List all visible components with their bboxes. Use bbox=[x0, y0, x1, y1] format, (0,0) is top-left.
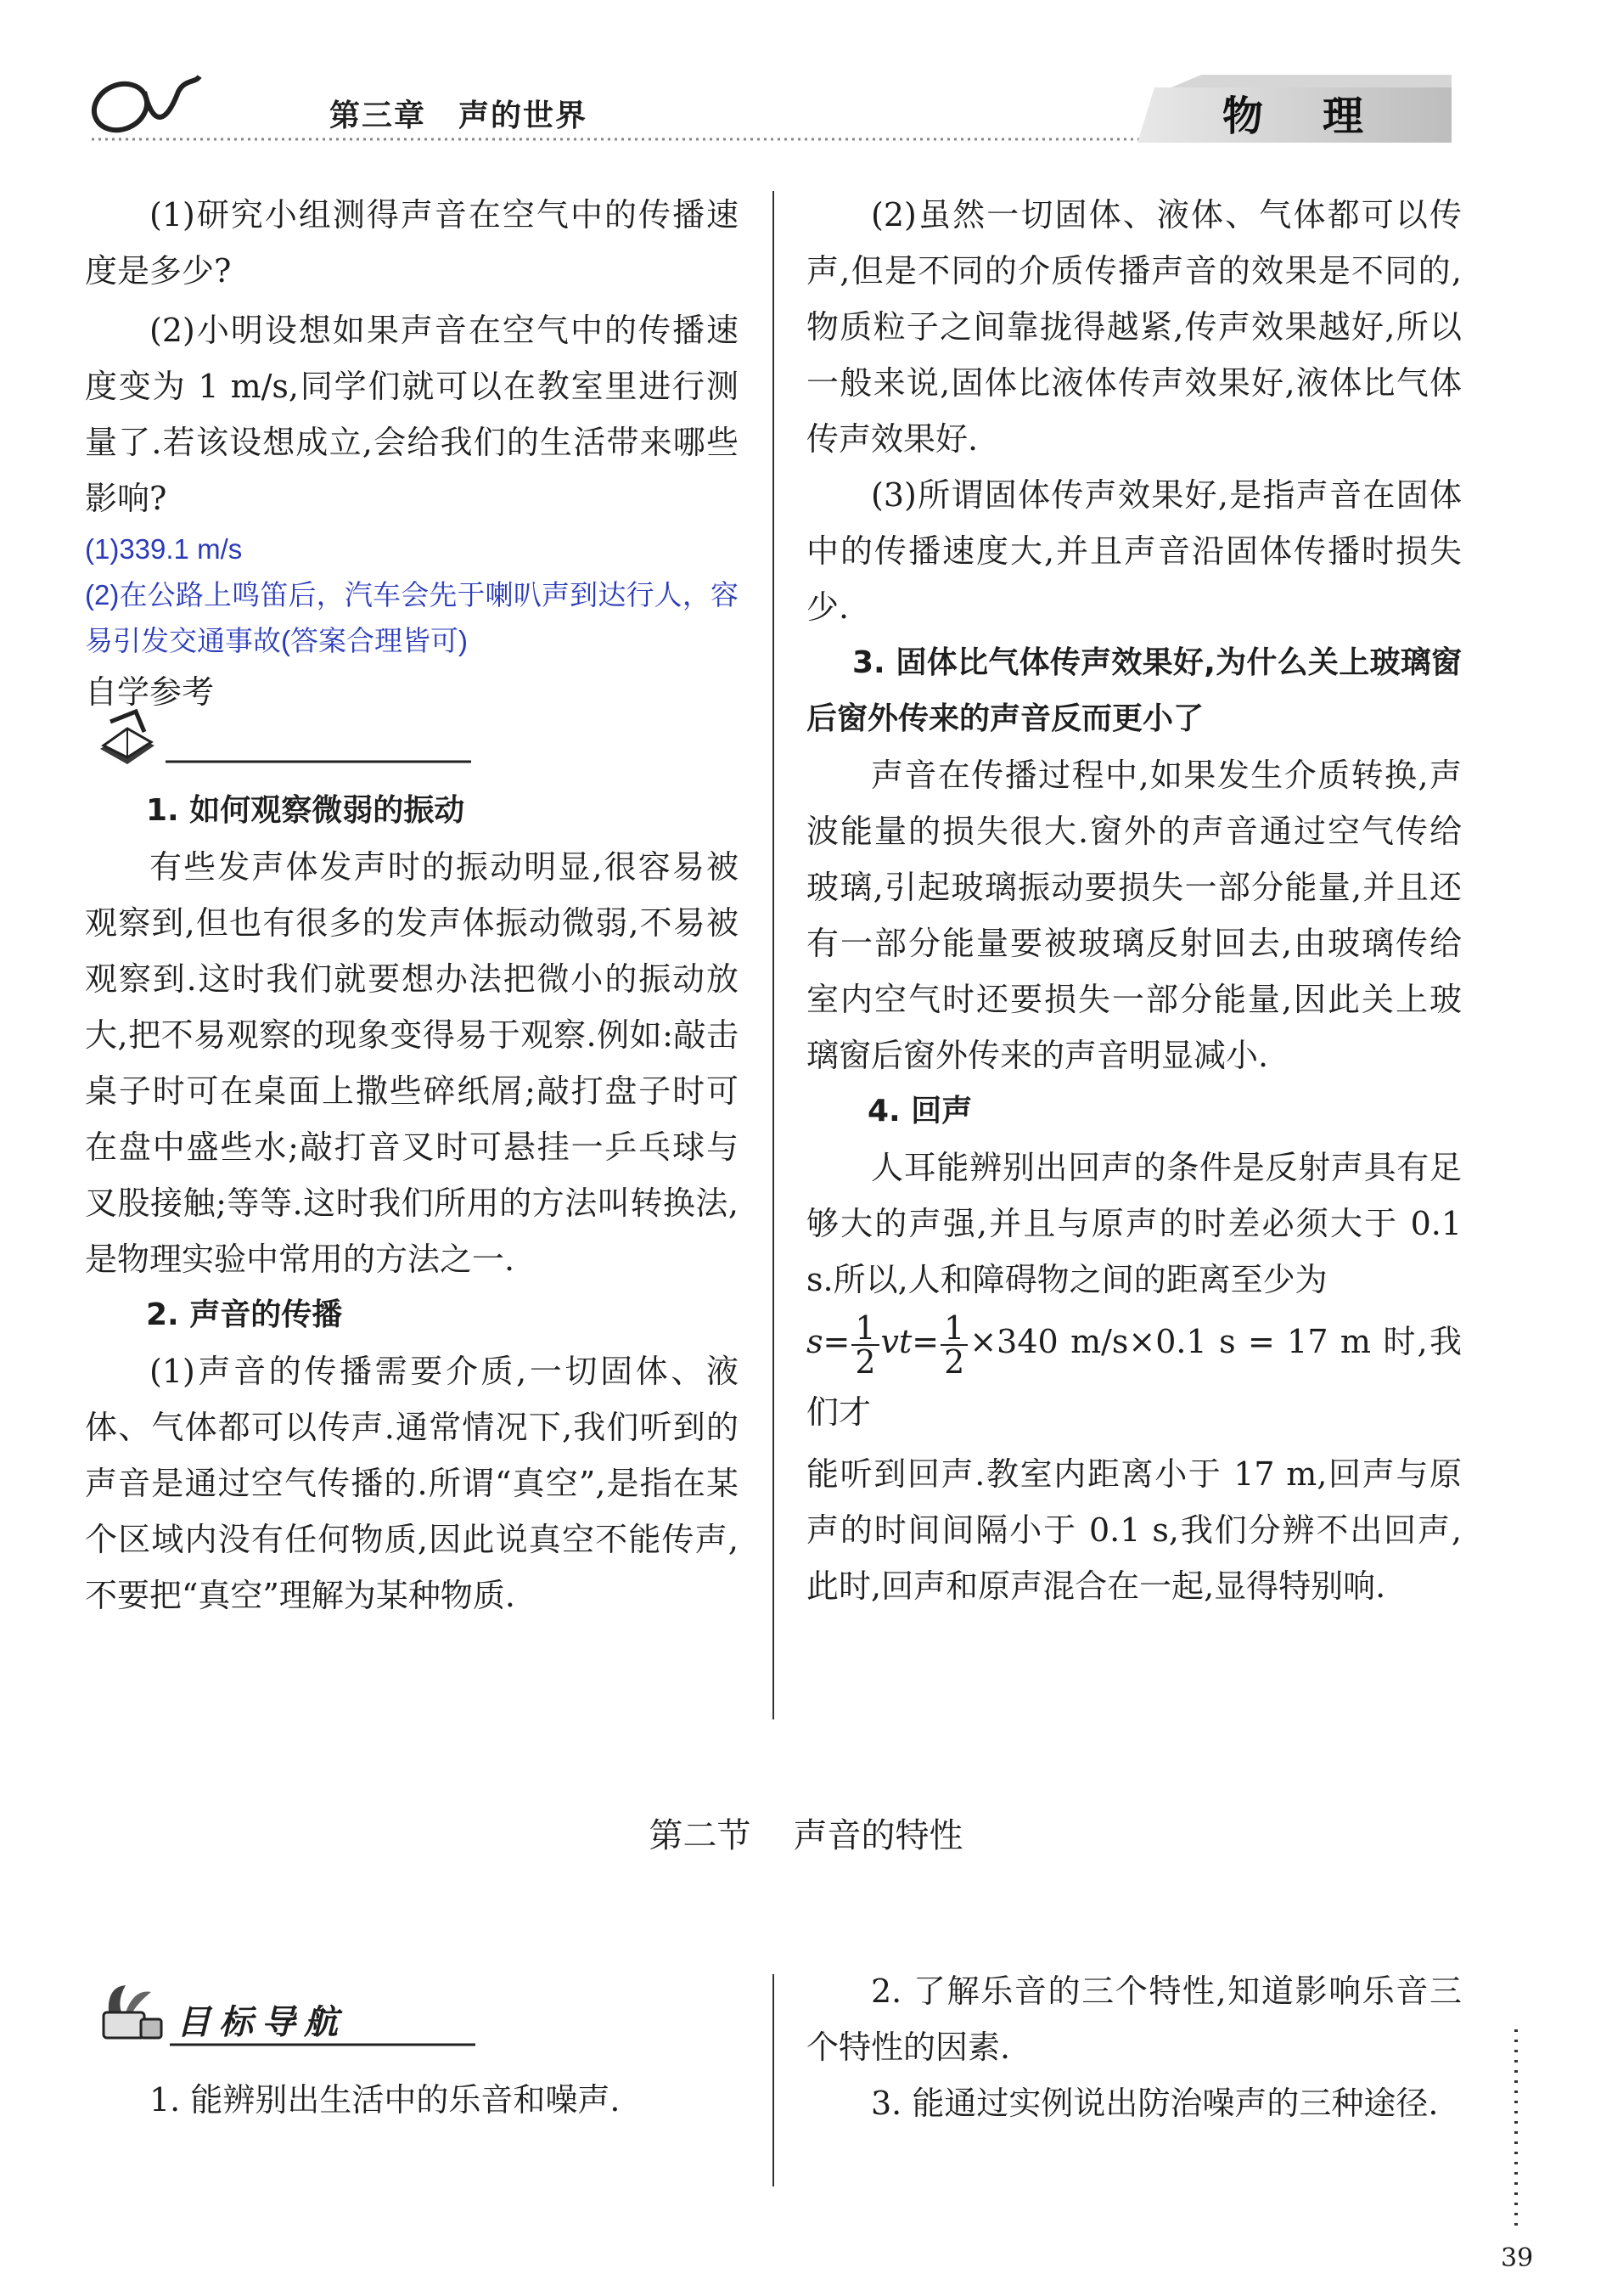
column-divider bbox=[772, 191, 774, 1719]
subsection-4-body-1: 人耳能辨别出回声的条件是反射声具有足够大的声强,并且与原声的时差必须大于 0.1 s.所以,人和障碍物之间的距离至少为 bbox=[806, 1149, 1462, 1298]
formula-vt: vt bbox=[880, 1323, 913, 1360]
subject-label: 物理 bbox=[1222, 93, 1424, 140]
formula-fraction-1 bbox=[851, 1308, 879, 1381]
page-number: 39 bbox=[1501, 2243, 1534, 2273]
subsection-2-body: (1)声音的传播需要介质,一切固体、液体、气体都可以传声.通常情况下,我们听到的声音是通过空气传播的.所谓“真空”,是指在某个区域内没有任何物质,因此说真空不能传声,不要把“真空”理解为某种物质. bbox=[85, 1353, 739, 1614]
paragraph-3: (3)所谓固体传声效果好,是指声音在固体中的传播速度大,并且声音沿固体传播时损失少. bbox=[806, 476, 1462, 626]
goal-nav-label: 目标导航 bbox=[177, 2002, 346, 2042]
section-2-number: 第二节 bbox=[649, 1816, 751, 1855]
subsection-3-body: 声音在传播过程中,如果发生介质转换,声波能量的损失很大.窗外的声音通过空气传给玻璃,引起玻璃振动要损失一部分能量,并且还有一部分能量要被玻璃反射回去,由玻璃传给室内空气时还要损失一部分能量,因此关上玻璃窗后窗外传来的声音明显减小. bbox=[806, 757, 1462, 1074]
left-column bbox=[85, 187, 739, 1624]
formula-fraction-2 bbox=[941, 1308, 968, 1381]
chapter-title bbox=[329, 92, 587, 135]
goal-2: 2. 了解乐音的三个特性,知道影响乐音三个特性的因素. bbox=[806, 1972, 1462, 2066]
self-study-underline bbox=[166, 759, 471, 764]
answer-1: (1)339.1 m/s bbox=[85, 533, 243, 565]
formula-rest: ×340 m/s×0.1 s = 17 m 时,我们才 bbox=[806, 1323, 1462, 1431]
subsection-1-title: 1. 如何观察微弱的振动 bbox=[146, 793, 465, 828]
goal-nav-header bbox=[85, 1961, 509, 2063]
goal-nav-underline bbox=[170, 2042, 475, 2047]
subsection-4-body-2: 能听到回声.教室内距离小于 17 m,回声与原声的时间间隔小于 0.1 s,我们分辨不出回声,此时,回声和原声混合在一起,显得特别响. bbox=[806, 1455, 1462, 1605]
page-edge-dots bbox=[1513, 2029, 1519, 2233]
formula-denominator-1: 2 bbox=[855, 1342, 876, 1381]
subsection-4-title: 4. 回声 bbox=[868, 1094, 973, 1128]
formula-eq-2: = bbox=[912, 1323, 940, 1360]
section-2-title bbox=[0, 1809, 1612, 1857]
answer-2: (2)在公路上鸣笛后，汽车会先于喇叭声到达行人，容易引发交通事故(答案合理皆可) bbox=[85, 579, 739, 656]
right-column bbox=[806, 187, 1462, 1614]
book-icon bbox=[93, 706, 161, 774]
goal-3: 3. 能通过实例说出防治噪声的三种途径. bbox=[871, 2085, 1439, 2122]
self-study-header bbox=[85, 664, 739, 791]
subsection-2-title: 2. 声音的传播 bbox=[146, 1297, 343, 1332]
chapter-number: 第三章 bbox=[329, 98, 427, 133]
subsection-3-title: 3. 固体比气体传声效果好,为什么关上玻璃窗后窗外传来的声音反而更小了 bbox=[806, 645, 1462, 736]
formula-eq: = bbox=[823, 1323, 851, 1360]
subsection-1-body: 有些发声体发声时的振动明显,很容易被观察到,但也有很多的发声体振动微弱,不易被观察到.这时我们就要想办法把微小的振动放大,把不易观察的现象变得易于观察.例如:敲击桌子时可在桌面上撒些碎纸屑;敲打盘子时可在盘中盛些水;敲打音叉时可悬挂一乒乓球与叉股接触;等等.这时我们所用的方法叫转换法,是物理实验中常用的方法之一. bbox=[85, 848, 739, 1278]
question-2: (2)小明设想如果声音在空气中的传播速度变为 1 m/s,同学们就可以在教室里进行测量了.若该设想成立,会给我们的生活带来哪些影响? bbox=[85, 312, 739, 517]
section-2-name: 声音的特性 bbox=[793, 1816, 963, 1855]
goals-left bbox=[85, 2072, 739, 2128]
formula-numerator-2: 1 bbox=[941, 1312, 968, 1346]
goals-divider bbox=[772, 1974, 774, 2186]
chapter-logo-icon bbox=[85, 66, 204, 143]
goal-1: 1. 能辨别出生活中的乐音和噪声. bbox=[149, 2081, 621, 2119]
plant-cup-icon bbox=[92, 1978, 168, 2046]
self-study-label: 自学参考 bbox=[85, 673, 215, 711]
formula-denominator-2: 2 bbox=[944, 1342, 965, 1381]
paragraph-2: (2)虽然一切固体、液体、气体都可以传声,但是不同的介质传播声音的效果是不同的,物质粒子之间靠拢得越紧,传声效果越好,所以一般来说,固体比液体传声效果好,液体比气体传声效果好. bbox=[806, 196, 1462, 458]
chapter-name: 声的世界 bbox=[458, 98, 588, 133]
echo-formula bbox=[806, 1308, 1462, 1446]
goals-right bbox=[806, 1963, 1462, 2131]
formula-s: s bbox=[806, 1323, 823, 1360]
formula-numerator-1: 1 bbox=[851, 1312, 879, 1346]
question-1: (1)研究小组测得声音在空气中的传播速度是多少? bbox=[85, 196, 739, 290]
